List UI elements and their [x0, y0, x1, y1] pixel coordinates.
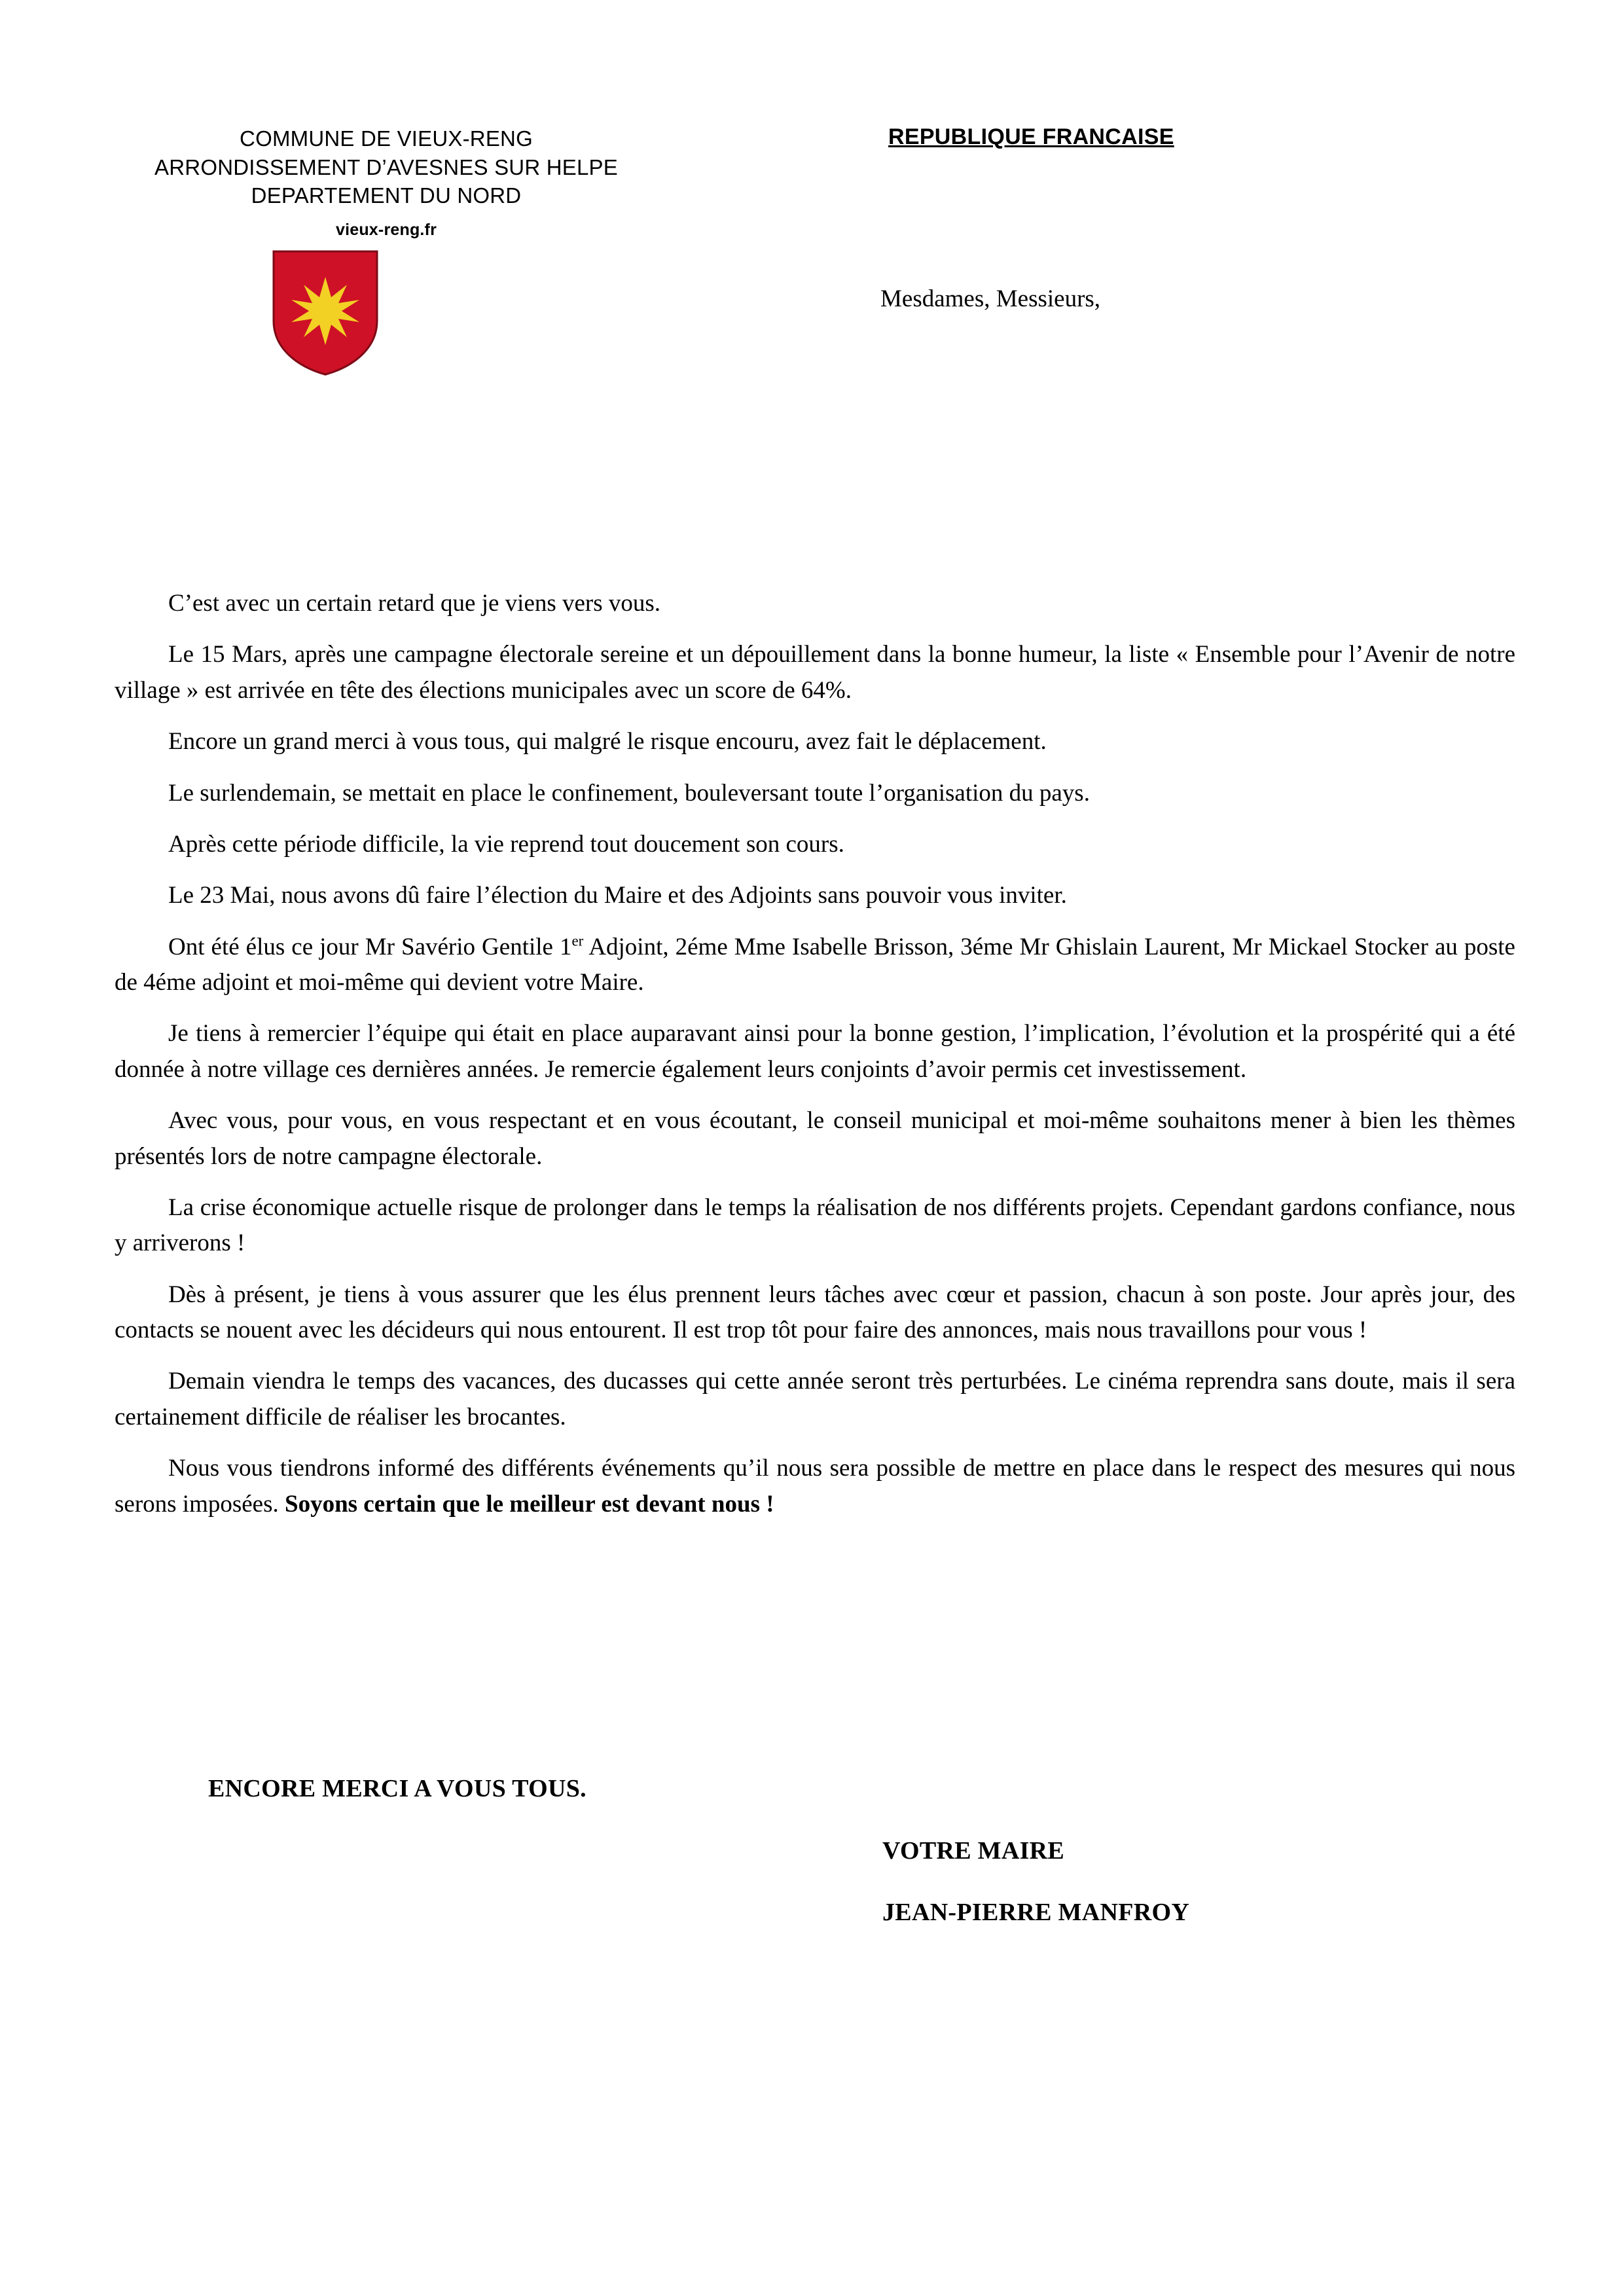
elected-before: Ont été élus ce jour Mr Savério Gentile 1	[168, 933, 572, 960]
paragraph-final	[115, 1451, 1515, 1522]
elected-after: Adjoint, 2éme Mme Isabelle Brisson, 3éme Mr Ghislain Laurent, Mr Mickael Stocker au poste de 4éme adjoint et moi-même qui devient votre Maire.	[115, 933, 1515, 996]
paragraph: Je tiens à remercier l’équipe qui était en place auparavant ainsi pour la bonne gestion, l’implication, l’évolution et la prospérité qui a été donnée à notre village ces dernières années. Je remercie également leurs conjoints d’avoir permis cet investissement.	[115, 1020, 1515, 1083]
salutation: Mesdames, Messieurs,	[880, 285, 1101, 312]
thanks-line: ENCORE MERCI A VOUS TOUS.	[208, 1775, 586, 1802]
commune-line-3: DEPARTEMENT DU NORD	[251, 183, 522, 208]
paragraph: Le 15 Mars, après une campagne électorale sereine et un dépouillement dans la bonne humeur, la liste « Ensemble pour l’Avenir de notre village » est arrivée en tête des élections municipales avec un score de 64%.	[115, 641, 1515, 704]
website-label: vieux-reng.fr	[335, 220, 437, 239]
paragraph: Avec vous, pour vous, en vous respectant et en vous écoutant, le conseil municipal et moi-même souhaitons mener à bien les thèmes présentés lors de notre campagne électorale.	[115, 1107, 1515, 1170]
coat-of-arms-icon	[271, 249, 380, 377]
republic-title: REPUBLIQUE FRANCAISE	[888, 124, 1174, 149]
paragraph: Demain viendra le temps des vacances, des ducasses qui cette année seront très perturbées. Le cinéma reprendra sans doute, mais il sera certainement difficile de réaliser les brocantes.	[115, 1368, 1515, 1430]
paragraph: C’est avec un certain retard que je viens vers vous.	[168, 590, 661, 617]
letter-header	[0, 124, 1624, 439]
paragraph-elected	[115, 930, 1515, 1001]
signature-title: VOTRE MAIRE	[882, 1837, 1065, 1865]
commune-line-1: COMMUNE DE VIEUX-RENG	[240, 126, 533, 151]
paragraph: Le surlendemain, se mettait en place le confinement, bouleversant toute l’organisation du pays.	[168, 779, 1090, 807]
final-normal-text: Nous vous tiendrons informé des différents événements qu’il nous sera possible de mettre en place dans le respect des mesures qui nous serons imposées.	[115, 1455, 1515, 1518]
paragraph: Après cette période difficile, la vie reprend tout doucement son cours.	[168, 830, 844, 858]
ordinal-superscript: er	[571, 932, 584, 949]
letter-body	[115, 586, 1515, 1522]
paragraph: Dès à présent, je tiens à vous assurer que les élus prennent leurs tâches avec cœur et passion, chacun à son poste. Jour après jour, des contacts se nouent avec les décideurs qui nous entourent. Il est trop tôt pour faire des annonces, mais nous travaillons pour vous !	[115, 1281, 1515, 1343]
commune-line-2: ARRONDISSEMENT D’AVESNES SUR HELPE	[154, 155, 618, 179]
final-bold-text: Soyons certain que le meilleur est devant nous !	[285, 1490, 774, 1518]
paragraph: Le 23 Mai, nous avons dû faire l’élection du Maire et des Adjoints sans pouvoir vous inviter.	[168, 882, 1067, 909]
signature-name: JEAN-PIERRE MANFROY	[882, 1899, 1190, 1926]
signature-block	[882, 1836, 1189, 1927]
commune-identity-block	[98, 124, 674, 241]
paragraph: Encore un grand merci à vous tous, qui malgré le risque encouru, avez fait le déplacement.	[168, 728, 1047, 756]
paragraph: La crise économique actuelle risque de prolonger dans le temps la réalisation de nos différents projets. Cependant gardons confiance, nous y arriverons !	[115, 1194, 1515, 1257]
